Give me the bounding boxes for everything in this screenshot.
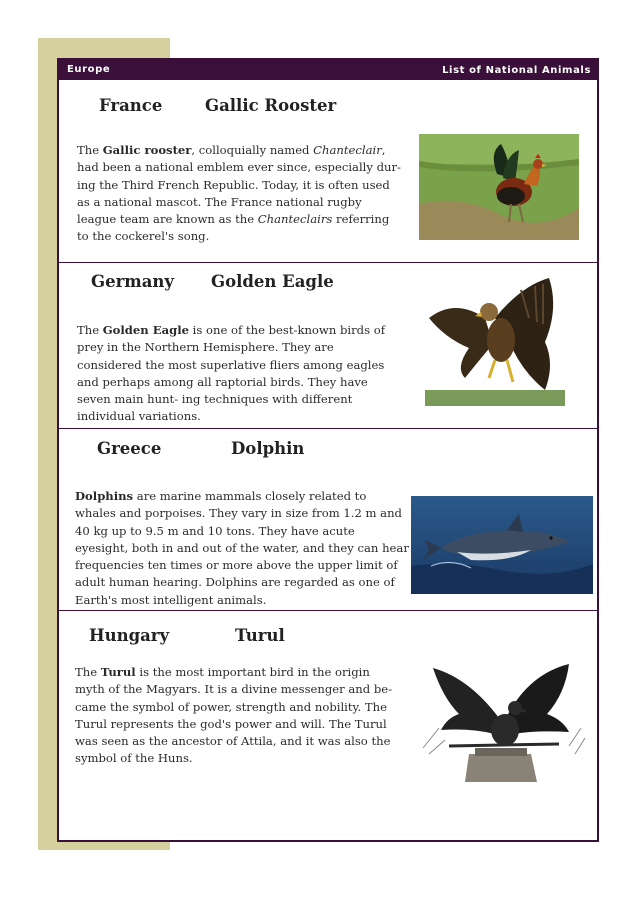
- animal-description: [75, 488, 409, 609]
- country-name: Greece: [97, 439, 162, 458]
- description-run: The: [77, 143, 103, 157]
- animal-name: Dolphin: [231, 439, 305, 458]
- section-divider: [59, 428, 597, 429]
- region-label: Europe: [67, 64, 111, 75]
- description-run: , colloquially named: [191, 143, 314, 157]
- animal-name: Turul: [235, 626, 285, 645]
- animal-description: [77, 322, 399, 426]
- section-divider: [59, 262, 597, 263]
- description-run: is one of the best-known birds of prey in the Northern Hemisphere. They are considered the most superlative fliers among eagles and perhaps among all raptorial birds. They have seven main hunt- ing techniques with different individual variations.: [77, 323, 385, 424]
- description-run: are marine mammals closely related to whales and porpoises. They vary in size from 1.2 m and 40 kg up to 9.5 m and 10 tons. They have acute eyesight, both in and out of the water, and they can hear frequencies ten times or more above the upper limit of adult human hearing. Dolphins are regarded as one of Earth's most intelligent animals.: [75, 489, 409, 607]
- turul-statue-photo: [419, 658, 589, 782]
- description-run: Gallic rooster: [102, 143, 192, 157]
- country-name: France: [99, 96, 163, 115]
- animal-description: [77, 142, 401, 246]
- section-divider: [59, 610, 597, 611]
- description-run: The: [75, 665, 101, 679]
- country-name: Germany: [91, 272, 175, 291]
- description-run: referring to the cockerel's song.: [77, 212, 390, 244]
- country-name: Hungary: [89, 626, 170, 645]
- page-frame: [57, 58, 599, 842]
- description-run: , had been a national emblem ever since, especially dur- ing the Third French Republic. Today, it is often used as a national mascot. The France national rugby league team are known as the: [77, 143, 401, 227]
- animal-name: Gallic Rooster: [205, 96, 337, 115]
- rooster-photo: [419, 134, 579, 240]
- description-run: Chanteclair: [313, 143, 382, 157]
- list-title: List of National Animals: [442, 65, 591, 76]
- description-run: Chanteclairs: [257, 212, 333, 227]
- animal-description: [75, 664, 399, 768]
- description-run: The: [77, 323, 103, 337]
- description-run: is the most important bird in the origin myth of the Magyars. It is a divine messenger and be- came the symbol of power, strength and nobility. The Turul represents the god's power and will. The Turul was seen as the ancestor of Attila, and it was also the symbol of the Huns.: [75, 665, 393, 766]
- dolphin-photo: [411, 496, 593, 594]
- description-run: Dolphins: [75, 489, 134, 503]
- description-run: Golden Eagle: [102, 323, 189, 337]
- animal-name: Golden Eagle: [211, 272, 334, 291]
- header-bar: [59, 60, 597, 80]
- eagle-photo: [425, 278, 565, 406]
- description-run: Turul: [100, 665, 136, 679]
